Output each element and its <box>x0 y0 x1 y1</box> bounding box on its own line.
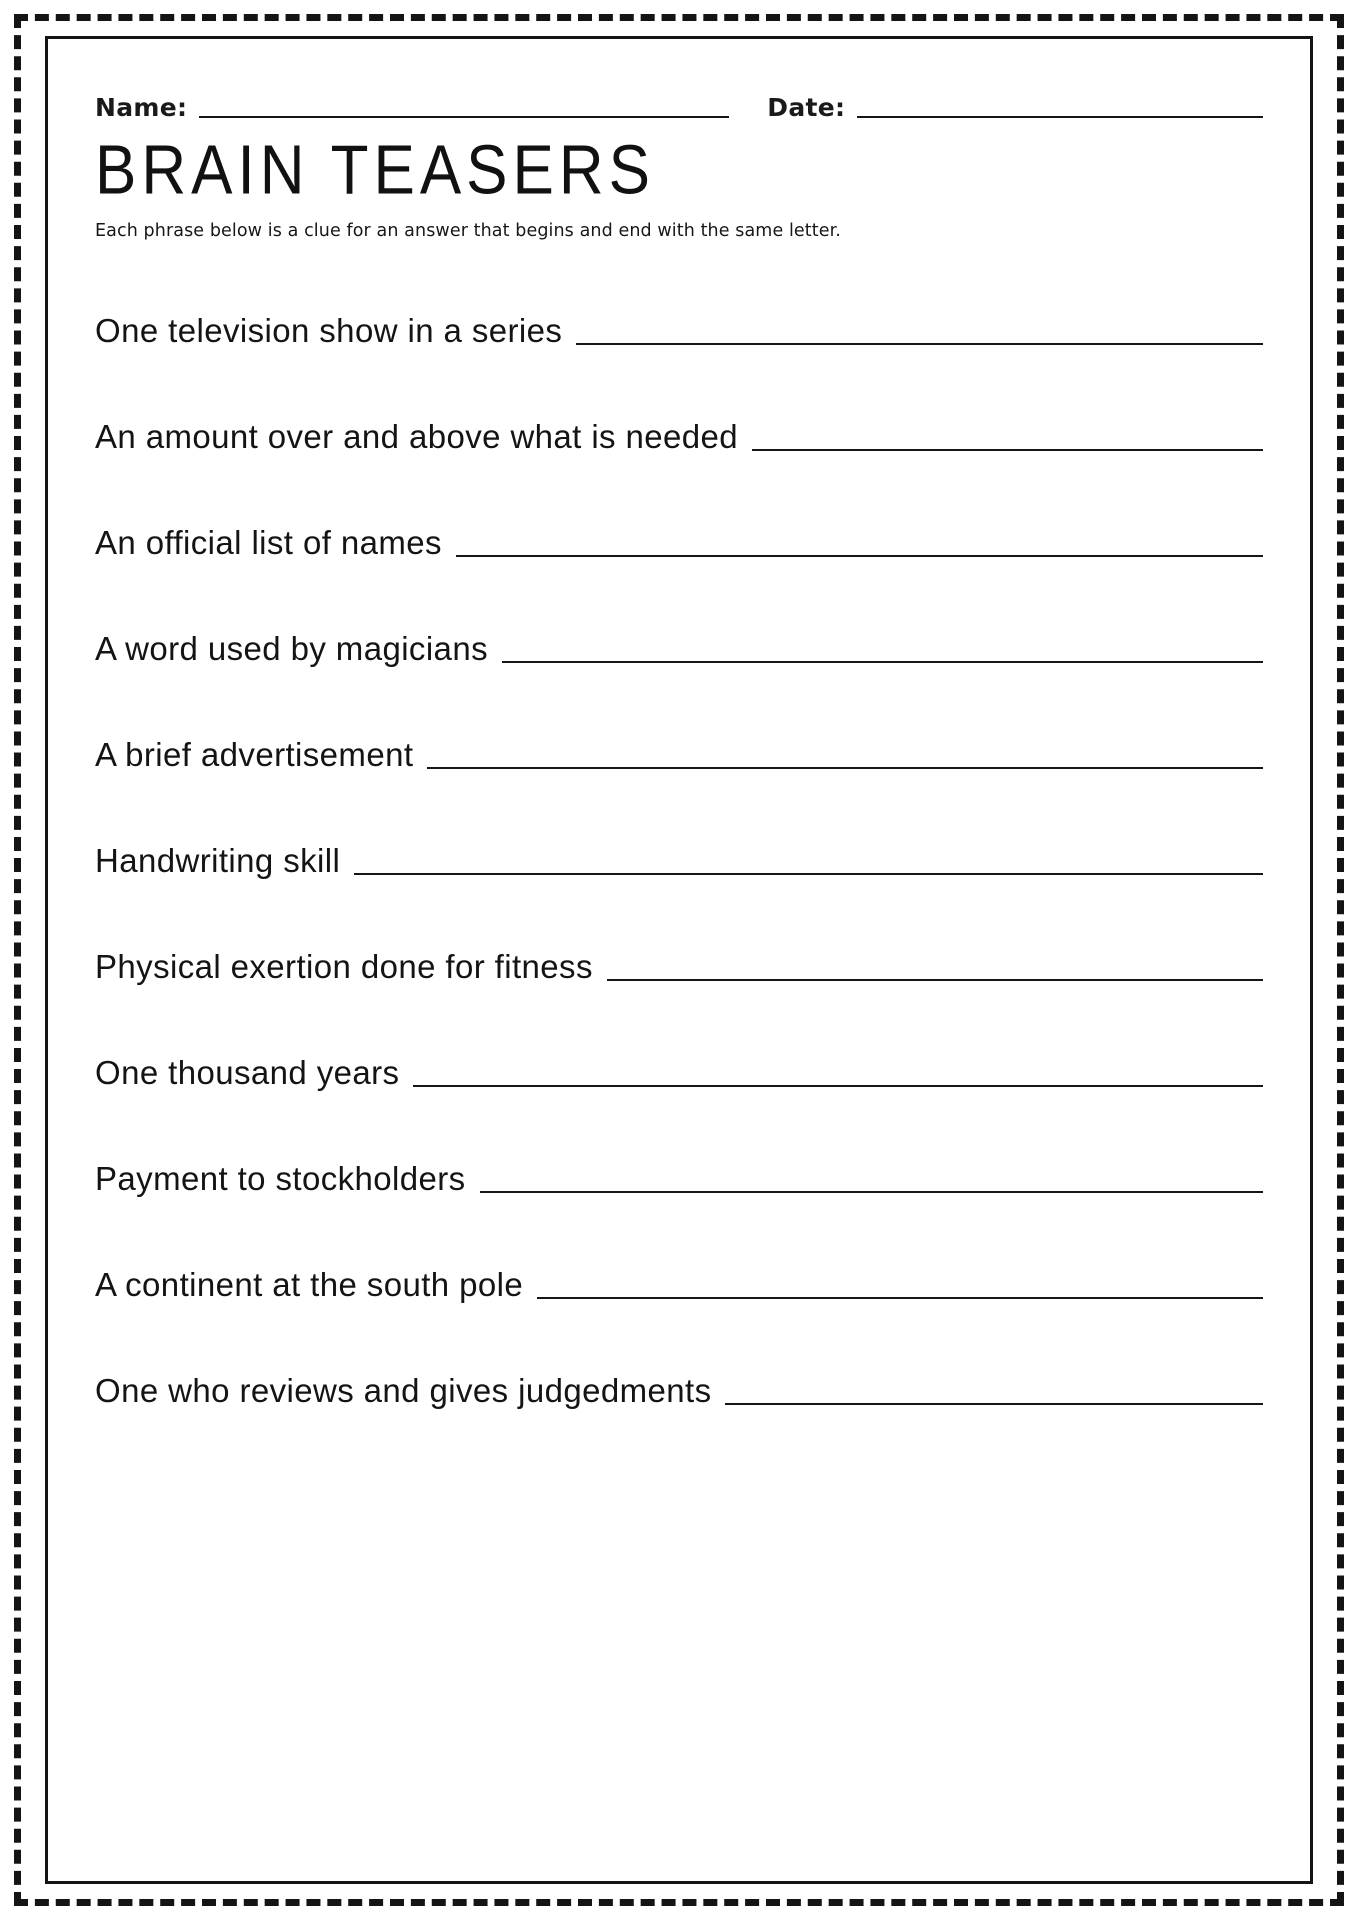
question-row <box>95 493 1263 565</box>
question-text: A word used by magicians <box>95 630 488 668</box>
answer-input-line[interactable] <box>537 1297 1263 1299</box>
answer-input-line[interactable] <box>354 873 1263 875</box>
question-text: A continent at the south pole <box>95 1266 524 1304</box>
name-input-line[interactable] <box>199 116 729 118</box>
questions-list <box>95 281 1263 1413</box>
question-row <box>95 811 1263 883</box>
date-field <box>767 95 1263 124</box>
page-title: BRAIN TEASERS <box>95 131 656 210</box>
question-text: An official list of names <box>95 524 442 562</box>
question-row <box>95 1235 1263 1307</box>
header-row <box>95 78 1263 124</box>
question-row <box>95 599 1263 671</box>
answer-input-line[interactable] <box>502 661 1263 663</box>
date-label: Date: <box>767 93 846 122</box>
answer-input-line[interactable] <box>607 979 1263 981</box>
instructions-text: Each phrase below is a clue for an answer that begins and end with the same letter. <box>95 221 841 242</box>
question-text: One thousand years <box>95 1054 400 1092</box>
answer-input-line[interactable] <box>480 1191 1263 1193</box>
answer-input-line[interactable] <box>576 343 1263 345</box>
question-row <box>95 1129 1263 1201</box>
answer-input-line[interactable] <box>413 1085 1263 1087</box>
question-text: One television show in a series <box>95 312 563 350</box>
question-row <box>95 917 1263 989</box>
question-text: A brief advertisement <box>95 736 414 774</box>
name-label: Name: <box>95 93 188 122</box>
question-text: Payment to stockholders <box>95 1160 466 1198</box>
answer-input-line[interactable] <box>427 767 1263 769</box>
question-row <box>95 387 1263 459</box>
question-row <box>95 1023 1263 1095</box>
answer-input-line[interactable] <box>725 1403 1263 1405</box>
worksheet-content <box>95 78 1263 1860</box>
question-text: Physical exertion done for fitness <box>95 948 593 986</box>
answer-input-line[interactable] <box>752 449 1263 451</box>
date-input-line[interactable] <box>857 116 1263 118</box>
question-text: An amount over and above what is needed <box>95 418 739 456</box>
answer-input-line[interactable] <box>456 555 1263 557</box>
question-row <box>95 705 1263 777</box>
question-row <box>95 1341 1263 1413</box>
question-row <box>95 281 1263 353</box>
question-text: One who reviews and gives judgedments <box>95 1372 712 1410</box>
question-text: Handwriting skill <box>95 842 341 880</box>
